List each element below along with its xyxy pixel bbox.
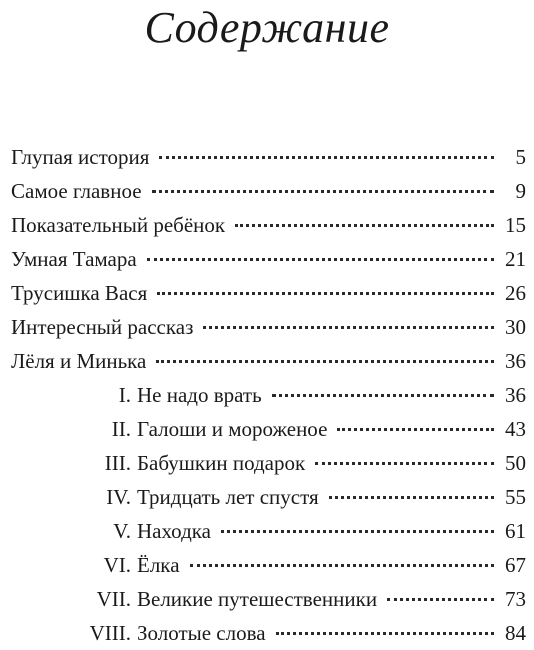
toc-subentry-title: Ёлка — [137, 553, 180, 577]
toc-entry[interactable] — [11, 140, 526, 174]
chapter-number: I. — [118, 383, 131, 407]
toc-subentry[interactable] — [11, 582, 526, 616]
toc-subentry[interactable] — [11, 480, 526, 514]
toc-entry[interactable] — [11, 174, 526, 208]
dot-leader — [221, 530, 494, 533]
toc-subentry-title: Находка — [137, 519, 211, 543]
toc-entry[interactable] — [11, 310, 526, 344]
dot-leader — [159, 156, 494, 159]
dot-leader — [337, 428, 494, 431]
toc-subentry-page: 84 — [505, 621, 526, 645]
toc-entry[interactable] — [11, 208, 526, 242]
toc-subentry-title: Золотые слова — [137, 621, 266, 645]
toc-subentry[interactable] — [11, 514, 526, 548]
toc-entry-page: 9 — [515, 179, 526, 203]
dot-leader — [147, 258, 494, 261]
toc-subentry-page: 50 — [505, 451, 526, 475]
chapter-number: V. — [113, 519, 131, 543]
chapter-number: III. — [104, 451, 131, 475]
toc-subentry[interactable] — [11, 616, 526, 650]
dot-leader — [315, 462, 494, 465]
toc-subentry-title: Галоши и мороженое — [137, 417, 328, 441]
dot-leader — [329, 496, 494, 499]
toc-entry-title: Трусишка Вася — [11, 281, 148, 305]
chapter-number: VI. — [103, 553, 131, 577]
toc-entry[interactable] — [11, 344, 526, 378]
chapter-number: VII. — [96, 587, 131, 611]
toc-entry-title: Лёля и Минька — [11, 349, 147, 373]
chapter-number: II. — [111, 417, 131, 441]
toc-entry-title: Показательный ребёнок — [11, 213, 226, 237]
chapter-number: IV. — [106, 485, 131, 509]
dot-leader — [235, 224, 494, 227]
dot-leader — [387, 598, 494, 601]
page-title: Содержание — [144, 3, 390, 52]
toc-subentry-page: 55 — [505, 485, 526, 509]
toc-subentry-page: 61 — [505, 519, 526, 543]
toc-entry-title: Умная Тамара — [11, 247, 137, 271]
toc-subentry-title: Не надо врать — [137, 383, 262, 407]
dot-leader — [152, 190, 494, 193]
dot-leader — [203, 326, 494, 329]
toc-entry-page: 26 — [505, 281, 526, 305]
toc-entry-page: 21 — [505, 247, 526, 271]
dot-leader — [272, 394, 494, 397]
toc-entry-page: 5 — [515, 145, 526, 169]
dot-leader — [157, 292, 494, 295]
toc-entry-title: Глупая история — [11, 145, 150, 169]
table-of-contents — [11, 140, 526, 650]
toc-entry[interactable] — [11, 242, 526, 276]
toc-subentry-page: 73 — [505, 587, 526, 611]
toc-subentry-title: Бабушкин подарок — [137, 451, 306, 475]
toc-entry-page: 15 — [505, 213, 526, 237]
toc-subentry-page: 43 — [505, 417, 526, 441]
toc-subentry-title: Великие путешественники — [137, 587, 378, 611]
toc-subentry-page: 67 — [505, 553, 526, 577]
dot-leader — [190, 564, 494, 567]
toc-subentry[interactable] — [11, 378, 526, 412]
chapter-number: VIII. — [89, 621, 131, 645]
toc-subentry[interactable] — [11, 548, 526, 582]
toc-subentry[interactable] — [11, 446, 526, 480]
toc-entry-title: Интересный рассказ — [11, 315, 194, 339]
toc-entry-page: 30 — [505, 315, 526, 339]
toc-subentry-page: 36 — [505, 383, 526, 407]
toc-entry[interactable] — [11, 276, 526, 310]
toc-subentry-title: Тридцать лет спустя — [137, 485, 319, 509]
toc-entry-page: 36 — [505, 349, 526, 373]
toc-entry-title: Самое главное — [11, 179, 142, 203]
dot-leader — [156, 360, 494, 363]
dot-leader — [276, 632, 494, 635]
toc-subentry[interactable] — [11, 412, 526, 446]
